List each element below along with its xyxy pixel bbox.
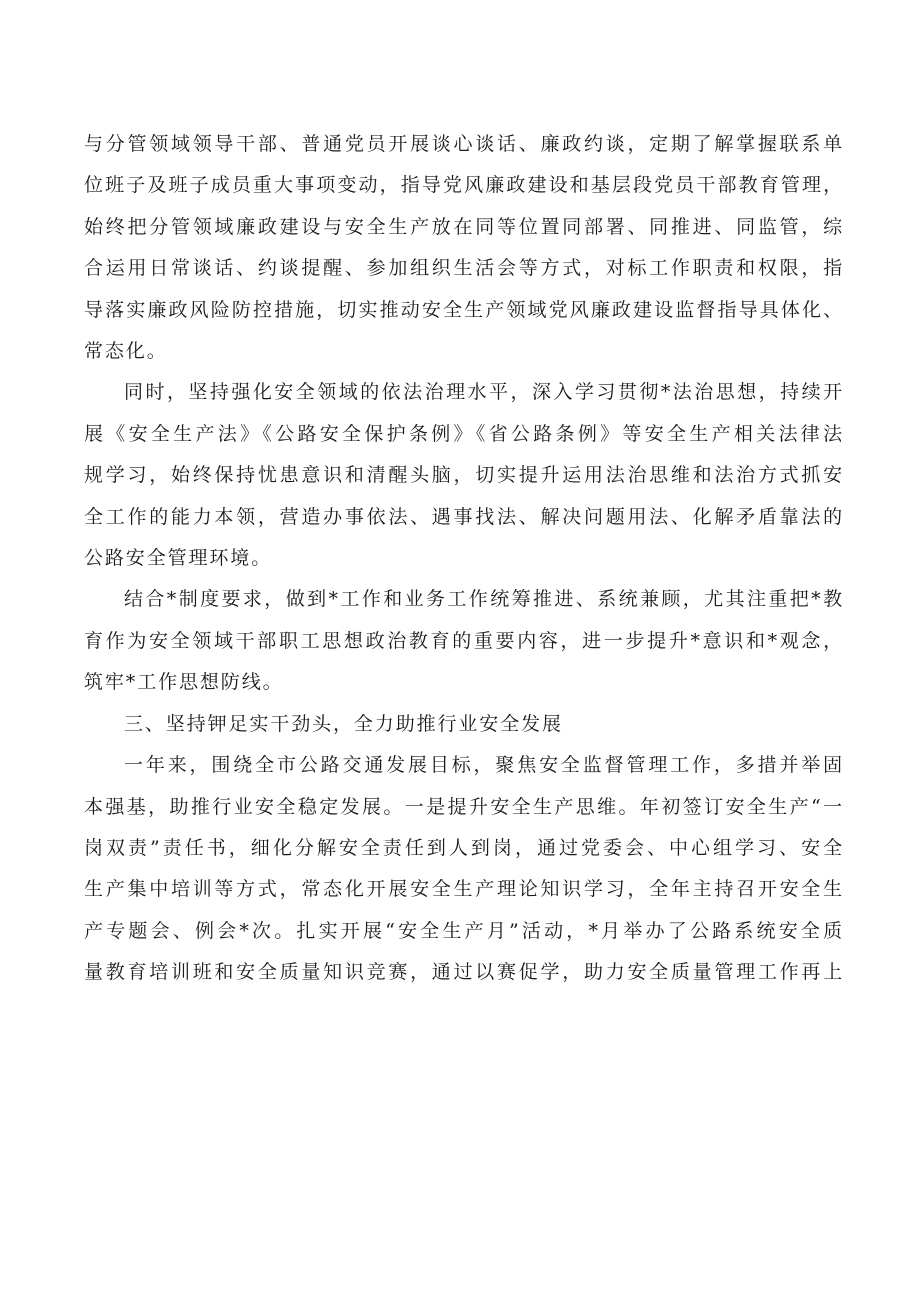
text-line: 同时，坚持强化安全领域的依法治理水平，深入学习贯彻*法治思想，持续开 bbox=[124, 381, 844, 404]
text-line: 与分管领域领导干部、普通党员开展谈心谈话、廉政约谈，定期了解掌握联系单 bbox=[84, 133, 844, 155]
text-line: 展《安全生产法》《公路安全保护条例》《省公路条例》等安全生产相关法律法 bbox=[84, 422, 844, 445]
text-line: 合运用日常谈话、约谈提醒、参加组织生活会等方式，对标工作职责和权限，指 bbox=[84, 257, 844, 280]
paragraph bbox=[84, 704, 844, 745]
paragraph bbox=[84, 745, 844, 993]
paragraph bbox=[84, 372, 844, 579]
text-line: 位班子及班子成员重大事项变动，指导党风廉政建设和基层段党员干部教育管理， bbox=[84, 174, 844, 197]
text-line: 生产集中培训等方式，常态化开展安全生产理论知识学习，全年主持召开安全生 bbox=[84, 878, 844, 901]
text-line: 全工作的能力本领，营造办事依法、遇事找法、解决问题用法、化解矛盾靠法的 bbox=[84, 505, 844, 528]
text-line: 公路安全管理环境。 bbox=[84, 547, 273, 570]
text-line: 常态化。 bbox=[84, 340, 168, 363]
text-line: 三、坚持钾足实干劲头，全力助推行业安全发展 bbox=[124, 712, 563, 735]
text-line: 始终把分管领域廉政建设与安全生产放在同等位置同部署、同推进、同监管，综 bbox=[84, 215, 844, 238]
text-line: 规学习，始终保持忧患意识和清醒头脑，切实提升运用法治思维和法治方式抓安 bbox=[84, 464, 844, 487]
text-line: 一年来，围绕全市公路交通发展目标，聚焦安全监督管理工作，多措并举固 bbox=[124, 754, 844, 777]
text-line: 结合*制度要求，做到*工作和业务工作统筹推进、系统兼顾，尤其注重把*教 bbox=[124, 588, 844, 611]
text-line: 育作为安全领域干部职工思想政治教育的重要内容，进一步提升*意识和*观念， bbox=[84, 629, 844, 652]
text-line: 岗双责”责任书，细化分解安全责任到人到岗，通过党委会、中心组学习、安全 bbox=[84, 836, 844, 859]
text-line: 产专题会、例会*次。扎实开展“安全生产月”活动，*月举办了公路系统安全质 bbox=[84, 919, 844, 942]
document-page bbox=[84, 124, 844, 994]
text-line: 量教育培训班和安全质量知识竞赛，通过以赛促学，助力安全质量管理工作再上 bbox=[84, 961, 844, 984]
text-line: 筑牢*工作思想防线。 bbox=[84, 671, 284, 694]
paragraph bbox=[84, 124, 844, 372]
text-line: 导落实廉政风险防控措施，切实推动安全生产领域党风廉政建设监督指导具体化、 bbox=[84, 298, 844, 321]
text-line: 本强基，助推行业安全稳定发展。一是提升安全生产思维。年初签订安全生产“一 bbox=[84, 795, 844, 818]
paragraph bbox=[84, 579, 844, 703]
